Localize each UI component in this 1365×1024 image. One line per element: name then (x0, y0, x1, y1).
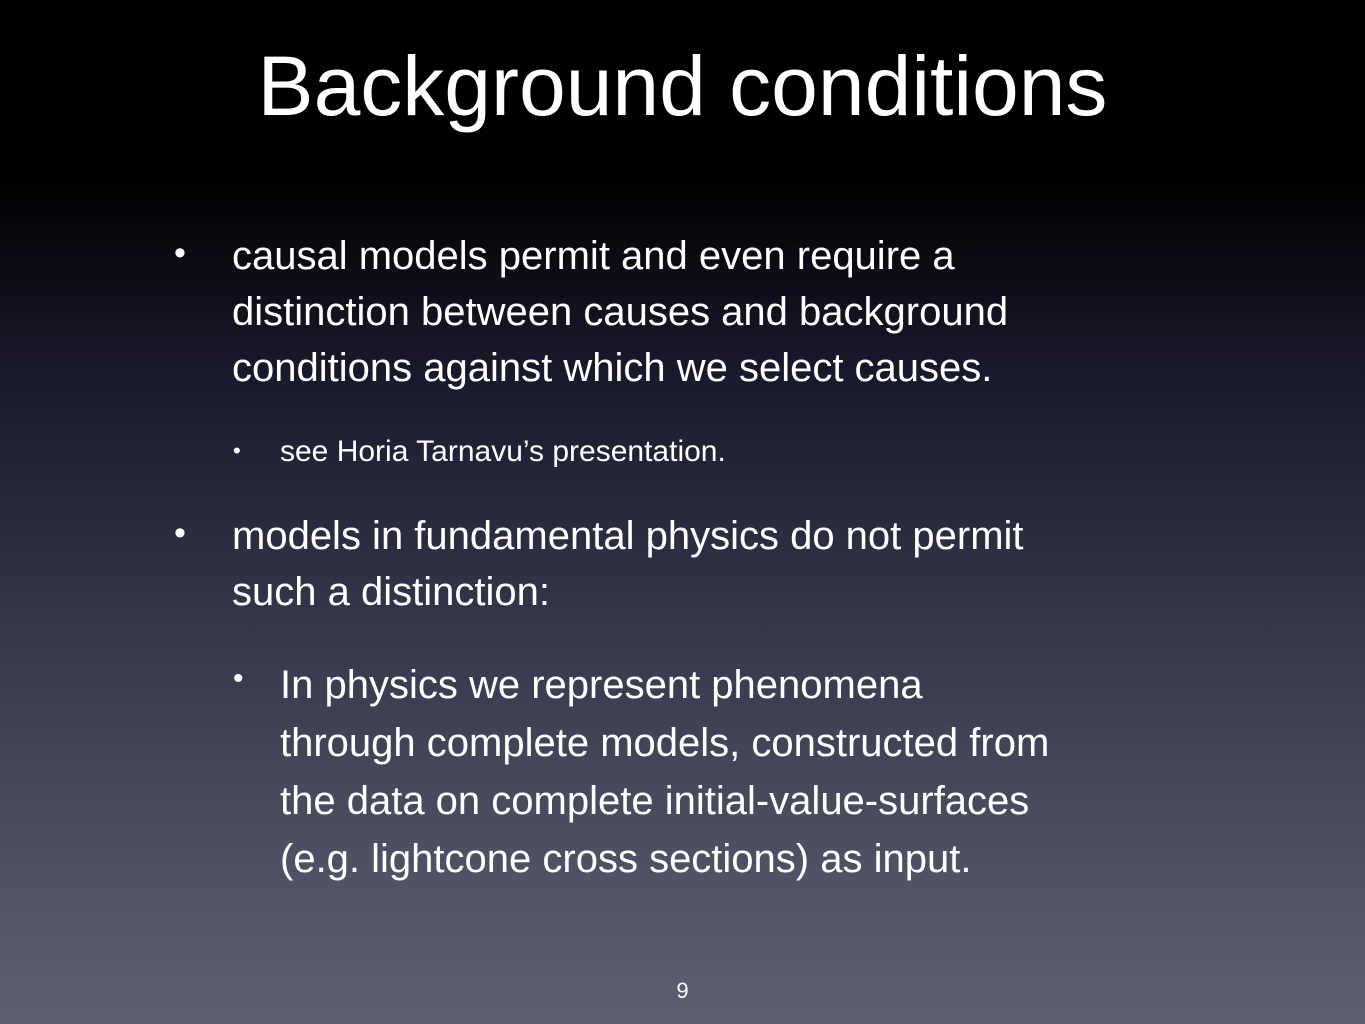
bullet-text: models in fundamental physics do not permit such a distinction: (232, 514, 1024, 614)
bullet-text: causal models permit and even require a distinction between causes and background conditions against which we select causes. (232, 234, 1009, 390)
bullet-marker: • (174, 514, 186, 552)
sub-bullet-item-complete-models (0, 656, 1365, 888)
sub-bullet-item-presentation (0, 432, 1365, 476)
bullet-marker: • (174, 234, 186, 272)
bullet-text: In physics we represent phenomena through complete models, constructed from the data on complete initial-value-surfaces (e.g. lightcone cross sections) as input. (280, 663, 1050, 881)
bullet-item-fundamental-physics (0, 508, 1365, 624)
bullet-marker: • (233, 662, 244, 695)
page-number: 9 (676, 978, 689, 1003)
slide-title: Background conditions (257, 39, 1108, 133)
bullet-item-causal-models (0, 228, 1365, 398)
bullet-marker: • (233, 438, 241, 463)
bullet-text: see Horia Tarnavu’s presentation. (280, 435, 726, 468)
